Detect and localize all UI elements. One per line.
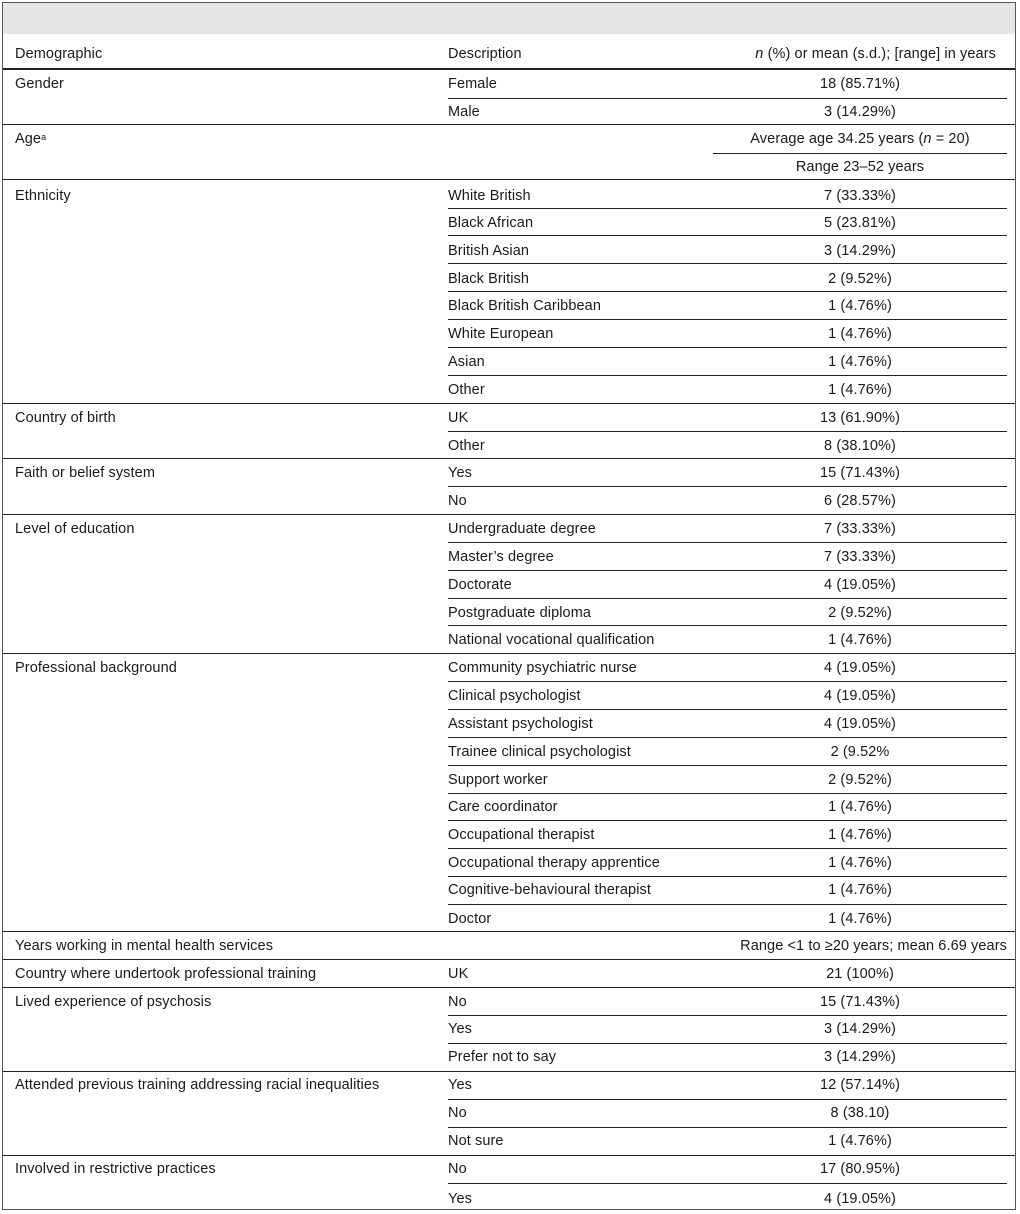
table-rule: [448, 793, 1007, 794]
table-rule: [448, 542, 1007, 543]
header-description: Description: [448, 46, 522, 62]
row-description: Support worker: [448, 772, 548, 788]
row-group-text: Attended previous training addressing racial inequalities: [15, 1077, 380, 1093]
row-group-text: Country of birth: [15, 410, 116, 426]
table-rule: [3, 959, 1015, 960]
row-value: 13 (61.90%): [819, 410, 901, 426]
row-value: 3 (14.29%): [824, 1049, 896, 1065]
row-description: No: [448, 994, 467, 1010]
row-value: 7 (33.33%): [824, 521, 896, 537]
table-frame: [2, 2, 1016, 1210]
table-rule: [448, 765, 1007, 766]
table-rule: [448, 235, 1007, 236]
table-rule: [448, 625, 1007, 626]
row-description: Care coordinator: [448, 799, 558, 815]
table-rule: [3, 931, 1015, 932]
row-description: Not sure: [448, 1133, 504, 1149]
row-value: 1 (4.76%): [828, 827, 892, 843]
table-rule: [448, 375, 1007, 376]
row-value: 18 (85.71%): [819, 76, 901, 92]
row-group-label: [15, 130, 46, 148]
row-group-label: [15, 520, 135, 538]
row-value: 6 (28.57%): [824, 493, 896, 509]
table-rule: [448, 1015, 1007, 1016]
row-value: 4 (19.05%): [824, 688, 896, 704]
row-value: 21 (100%): [826, 966, 894, 982]
header-demographic: Demographic: [15, 46, 103, 62]
table-rule: [3, 458, 1015, 459]
row-description: Yes: [448, 465, 472, 481]
row-value: 1 (4.76%): [828, 382, 892, 398]
age-mean-prefix: Average age 34.25 years (: [750, 131, 924, 147]
row-description: Yes: [448, 1021, 472, 1037]
row-value: 3 (14.29%): [824, 104, 896, 120]
row-group-label: [15, 659, 177, 677]
table-rule: [448, 598, 1007, 599]
row-value: 4 (19.05%): [824, 660, 896, 676]
row-group-text: Country where undertook professional training: [15, 966, 317, 982]
header-value-n: n: [755, 46, 764, 62]
row-description: Black British: [448, 271, 530, 287]
row-value: 1 (4.76%): [828, 632, 892, 648]
table-rule: [448, 1043, 1007, 1044]
row-description: White British: [448, 188, 531, 204]
table-rule: [448, 263, 1007, 264]
row-description: No: [448, 1161, 467, 1177]
row-description: UK: [448, 966, 469, 982]
footnote-marker: a: [41, 132, 47, 142]
age-mean-n: n: [923, 131, 932, 147]
row-value: 1 (4.76%): [828, 298, 892, 314]
row-value: Range 23–52 years: [795, 159, 925, 175]
table-rule: [448, 431, 1007, 432]
row-description: Occupational therapy apprentice: [448, 855, 660, 871]
row-group-text: Involved in restrictive practices: [15, 1161, 216, 1177]
table-rule: [448, 1127, 1007, 1128]
row-description: Female: [448, 76, 497, 92]
row-description: Cognitive-behavioural therapist: [448, 882, 651, 898]
header-value-rest: (%) or mean (s.d.); [range] in years: [763, 46, 996, 62]
demographics-table: [3, 3, 1015, 1209]
row-value: 8 (38.10): [830, 1105, 890, 1121]
row-group-text: Professional background: [15, 660, 177, 676]
row-value: 3 (14.29%): [824, 243, 896, 259]
row-value: 4 (19.05%): [824, 577, 896, 593]
row-group-text: Ethnicity: [15, 188, 71, 204]
row-description: Trainee clinical psychologist: [448, 744, 631, 760]
row-value: 1 (4.76%): [828, 799, 892, 815]
row-group-label: [15, 1160, 216, 1178]
table-rule: [3, 987, 1015, 988]
table-rule: [448, 904, 1007, 905]
row-value: 1 (4.76%): [828, 354, 892, 370]
table-rule: [3, 1071, 1015, 1072]
table-rule: [448, 1183, 1007, 1184]
row-value: 4 (19.05%): [824, 716, 896, 732]
table-rule: [448, 319, 1007, 320]
row-group-text: Lived experience of psychosis: [15, 994, 212, 1010]
table-rule: [713, 153, 1007, 154]
row-value: 15 (71.43%): [819, 465, 901, 481]
row-group-label: [15, 464, 155, 482]
age-mean-value: [713, 130, 1007, 148]
table-rule: [448, 347, 1007, 348]
row-group-label: [15, 937, 273, 955]
row-value: 1 (4.76%): [828, 882, 892, 898]
header-value: [755, 45, 996, 63]
row-description: Assistant psychologist: [448, 716, 593, 732]
row-value: 5 (23.81%): [824, 215, 896, 231]
table-rule: [448, 98, 1007, 99]
row-value: 15 (71.43%): [819, 994, 901, 1010]
row-value: 3 (14.29%): [824, 1021, 896, 1037]
row-description: Prefer not to say: [448, 1049, 557, 1065]
row-value: 4 (19.05%): [824, 1191, 896, 1207]
row-value: 8 (38.10%): [824, 438, 896, 454]
row-description: Other: [448, 438, 485, 454]
row-value: 2 (9.52%): [828, 271, 892, 287]
table-rule: [448, 1099, 1007, 1100]
row-group-text: Faith or belief system: [15, 465, 155, 481]
table-rule: [3, 653, 1015, 654]
row-value: 2 (9.52%: [830, 744, 890, 760]
row-value: 12 (57.14%): [819, 1077, 901, 1093]
row-description: Clinical psychologist: [448, 688, 581, 704]
age-mean-eq: = 20): [931, 131, 970, 147]
row-group-label: [15, 1076, 379, 1094]
row-description: Yes: [448, 1191, 472, 1207]
table-rule: [3, 68, 1015, 70]
row-description: No: [448, 1105, 467, 1121]
row-value: 1 (4.76%): [828, 911, 892, 927]
row-description: Male: [448, 104, 480, 120]
row-description: Master’s degree: [448, 549, 554, 565]
row-description: Undergraduate degree: [448, 521, 596, 537]
table-rule: [448, 709, 1007, 710]
table-rule: [448, 570, 1007, 571]
row-group-label: [15, 965, 316, 983]
row-group-text: Level of education: [15, 521, 135, 537]
row-group-text: Years working in mental health services: [15, 938, 274, 954]
row-group-label: [15, 993, 211, 1011]
row-description: Other: [448, 382, 485, 398]
row-description: Doctor: [448, 911, 492, 927]
row-group-label: [15, 75, 64, 93]
row-description: Asian: [448, 354, 485, 370]
row-description: Black British Caribbean: [448, 298, 602, 314]
row-value: 7 (33.33%): [824, 188, 896, 204]
row-description: Yes: [448, 1077, 472, 1093]
row-value: 1 (4.76%): [828, 855, 892, 871]
row-description: National vocational qualification: [448, 632, 655, 648]
table-rule: [448, 737, 1007, 738]
row-group-label: [15, 187, 71, 205]
row-group-text: Age: [15, 131, 42, 147]
row-description: UK: [448, 410, 469, 426]
row-description: Community psychiatric nurse: [448, 660, 637, 676]
table-rule: [3, 124, 1015, 125]
row-description: Doctorate: [448, 577, 512, 593]
table-rule: [3, 179, 1015, 180]
row-description: Postgraduate diploma: [448, 605, 592, 621]
row-value: 1 (4.76%): [828, 326, 892, 342]
row-value: Range <1 to ≥20 years; mean 6.69 years: [740, 938, 1007, 954]
table-rule: [448, 820, 1007, 821]
table-rule: [448, 681, 1007, 682]
row-value: 2 (9.52%): [828, 605, 892, 621]
row-value: 1 (4.76%): [828, 1133, 892, 1149]
table-rule: [448, 208, 1007, 209]
row-description: White European: [448, 326, 554, 342]
table-rule: [3, 514, 1015, 515]
table-rule: [448, 848, 1007, 849]
row-group-label: [15, 409, 116, 427]
table-rule: [448, 291, 1007, 292]
row-description: British Asian: [448, 243, 530, 259]
table-rule: [448, 876, 1007, 877]
row-value: 17 (80.95%): [819, 1161, 901, 1177]
table-rule: [3, 1155, 1015, 1156]
row-group-text: Gender: [15, 76, 64, 92]
row-value: 7 (33.33%): [824, 549, 896, 565]
row-description: Occupational therapist: [448, 827, 595, 843]
table-rule: [448, 486, 1007, 487]
table-rule: [3, 403, 1015, 404]
row-value: 2 (9.52%): [828, 772, 892, 788]
row-description: Black African: [448, 215, 534, 231]
row-description: No: [448, 493, 467, 509]
